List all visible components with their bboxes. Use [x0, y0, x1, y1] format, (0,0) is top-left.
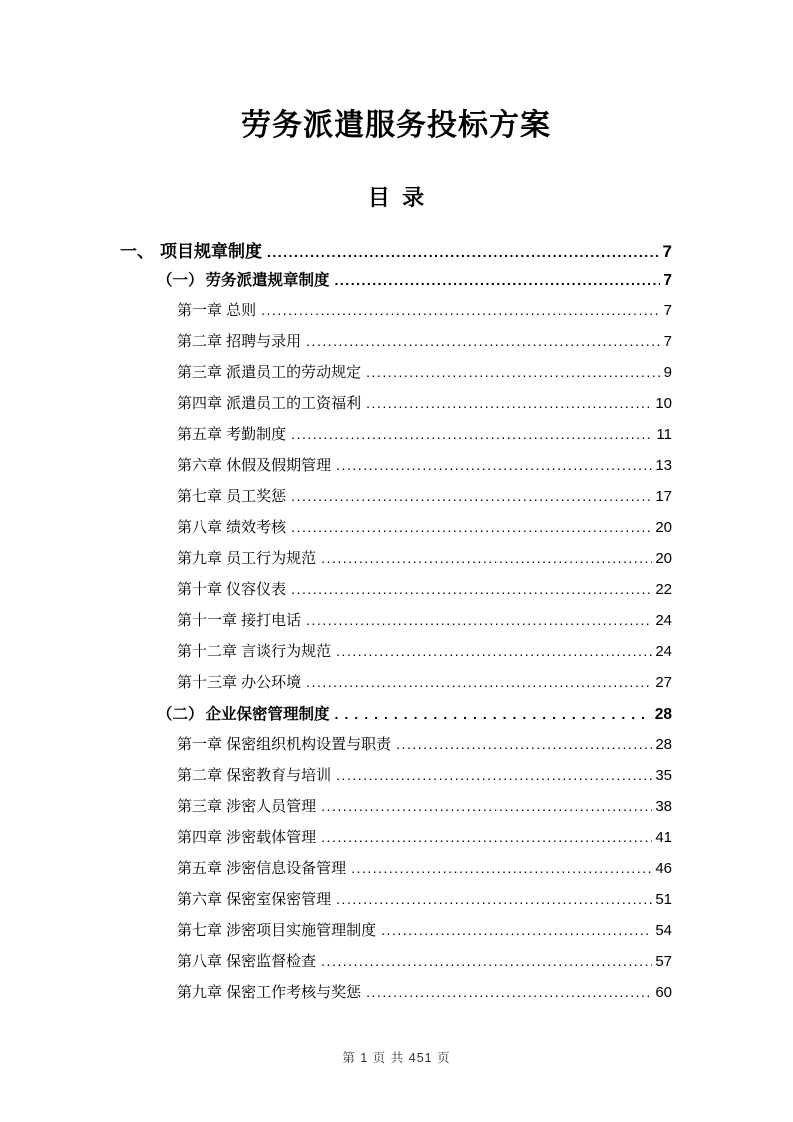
toc-entry-title: 第四章 涉密载体管理	[177, 829, 317, 846]
toc-entry[interactable]	[120, 857, 672, 888]
toc-entry-page: 20	[655, 519, 672, 536]
toc-leader-dots	[261, 302, 660, 318]
toc-entry-number: （二）	[157, 706, 204, 723]
toc-leader-dots	[366, 364, 660, 380]
toc-entry-title: 第七章 员工奖惩	[177, 488, 287, 505]
toc-entry[interactable]	[120, 547, 672, 578]
toc-entry[interactable]	[120, 640, 672, 671]
toc-entry-page: 28	[655, 736, 672, 753]
toc-leader-dots	[321, 953, 652, 969]
toc-entry-page: 35	[655, 767, 672, 784]
toc-entry-page: 24	[655, 612, 672, 629]
toc-leader-dots	[291, 519, 652, 535]
toc-leader-dots	[267, 244, 660, 260]
toc-entry-page: 17	[655, 488, 672, 505]
toc-entry-title: 第八章 保密监督检查	[177, 953, 317, 970]
toc-entry-title: 第四章 派遣员工的工资福利	[177, 395, 362, 412]
toc-entry-page: 51	[655, 891, 672, 908]
toc-entry-page: 22	[655, 581, 672, 598]
toc-leader-dots	[366, 984, 652, 1000]
toc-entry-page: 46	[655, 860, 672, 877]
toc-entry-page: 7	[663, 302, 672, 319]
page-footer: 第 1 页 共 451 页	[342, 1051, 451, 1065]
toc-leader-dots	[306, 333, 660, 349]
toc-entry-title: 第十三章 办公环境	[177, 674, 302, 691]
toc-entry[interactable]	[120, 702, 672, 733]
toc-entry-page: 38	[655, 798, 672, 815]
toc-entry[interactable]	[120, 423, 672, 454]
toc-entry-page: 7	[663, 272, 672, 289]
toc-leader-dots	[381, 922, 652, 938]
toc-entry[interactable]	[120, 299, 672, 330]
toc-entry-page: 13	[655, 457, 672, 474]
toc-entry[interactable]	[120, 454, 672, 485]
toc-entry[interactable]	[120, 919, 672, 950]
toc-entry[interactable]	[120, 950, 672, 981]
toc-entry-page: 60	[655, 984, 672, 1001]
toc-entry[interactable]	[120, 392, 672, 423]
document-title: 劳务派遣服务投标方案	[241, 109, 551, 142]
toc-entry[interactable]	[120, 237, 672, 268]
toc-leader-dots	[336, 643, 652, 659]
toc-entry-page: 24	[655, 643, 672, 660]
toc-entry[interactable]	[120, 671, 672, 702]
toc-entry-page: 28	[654, 706, 672, 723]
toc-leader-dots	[291, 488, 652, 504]
toc-entry[interactable]	[120, 578, 672, 609]
toc-entry-page: 20	[655, 550, 672, 567]
toc-entry-page: 7	[663, 333, 672, 350]
toc-entry-title: 劳务派遣规章制度	[205, 272, 330, 289]
toc-entry-title: 第二章 保密教育与培训	[177, 767, 332, 784]
toc-entry[interactable]	[120, 516, 672, 547]
toc-entry[interactable]	[120, 826, 672, 857]
toc-heading: 目 录	[367, 185, 425, 210]
toc-leader-dots	[351, 860, 652, 876]
toc-entry-title: 第三章 涉密人员管理	[177, 798, 317, 815]
toc-entry-title: 企业保密管理制度	[205, 706, 330, 723]
toc-entry[interactable]	[120, 268, 672, 299]
table-of-contents	[120, 237, 672, 1012]
toc-entry[interactable]	[120, 795, 672, 826]
toc-leader-dots	[291, 581, 652, 597]
toc-leader-dots	[321, 550, 652, 566]
toc-entry-title: 第十章 仪容仪表	[177, 581, 287, 598]
toc-entry-number: 一、	[120, 242, 154, 261]
toc-leader-dots	[306, 674, 652, 690]
toc-entry-title: 第五章 考勤制度	[177, 426, 287, 443]
toc-entry-title: 第六章 保密室保密管理	[177, 891, 332, 908]
toc-leader-dots	[321, 798, 652, 814]
toc-leader-dots	[336, 891, 652, 907]
toc-entry-title: 第一章 总则	[177, 302, 257, 319]
toc-entry-title: 第八章 绩效考核	[177, 519, 287, 536]
toc-entry-title: 第六章 休假及假期管理	[177, 457, 332, 474]
toc-entry[interactable]	[120, 981, 672, 1012]
toc-entry-page: 10	[655, 395, 672, 412]
toc-entry-title: 第十一章 接打电话	[177, 612, 302, 629]
toc-leader-dots	[291, 426, 653, 442]
toc-entry[interactable]	[120, 361, 672, 392]
toc-entry-title: 第五章 涉密信息设备管理	[177, 860, 347, 877]
toc-entry[interactable]	[120, 609, 672, 640]
toc-leader-dots	[335, 272, 661, 288]
toc-entry-page: 9	[663, 364, 672, 381]
toc-entry-page: 7	[662, 242, 672, 261]
toc-entry-title: 第九章 保密工作考核与奖惩	[177, 984, 362, 1001]
toc-entry[interactable]	[120, 330, 672, 361]
toc-entry-title: 第一章 保密组织机构设置与职责	[177, 736, 392, 753]
toc-leader-dots	[396, 736, 652, 752]
toc-entry-page: 41	[655, 829, 672, 846]
toc-entry-page: 11	[656, 426, 672, 443]
toc-entry-title: 项目规章制度	[160, 242, 262, 261]
toc-leader-dots	[336, 457, 652, 473]
toc-entry[interactable]	[120, 733, 672, 764]
toc-leader-dots	[321, 829, 652, 845]
toc-entry-title: 第九章 员工行为规范	[177, 550, 317, 567]
toc-entry-page: 27	[655, 674, 672, 691]
toc-entry-title: 第七章 涉密项目实施管理制度	[177, 922, 377, 939]
toc-entry-title: 第三章 派遣员工的劳动规定	[177, 364, 362, 381]
toc-leader-dots	[336, 767, 652, 783]
toc-entry-title: 第二章 招聘与录用	[177, 333, 302, 350]
toc-leader-dots	[335, 706, 652, 722]
toc-entry[interactable]	[120, 764, 672, 795]
toc-entry-page: 57	[655, 953, 672, 970]
toc-entry-page: 54	[655, 922, 672, 939]
toc-entry[interactable]	[120, 485, 672, 516]
toc-entry[interactable]	[120, 888, 672, 919]
toc-entry-title: 第十二章 言谈行为规范	[177, 643, 332, 660]
toc-entry-number: （一）	[157, 272, 204, 289]
toc-leader-dots	[366, 395, 652, 411]
toc-leader-dots	[306, 612, 652, 628]
